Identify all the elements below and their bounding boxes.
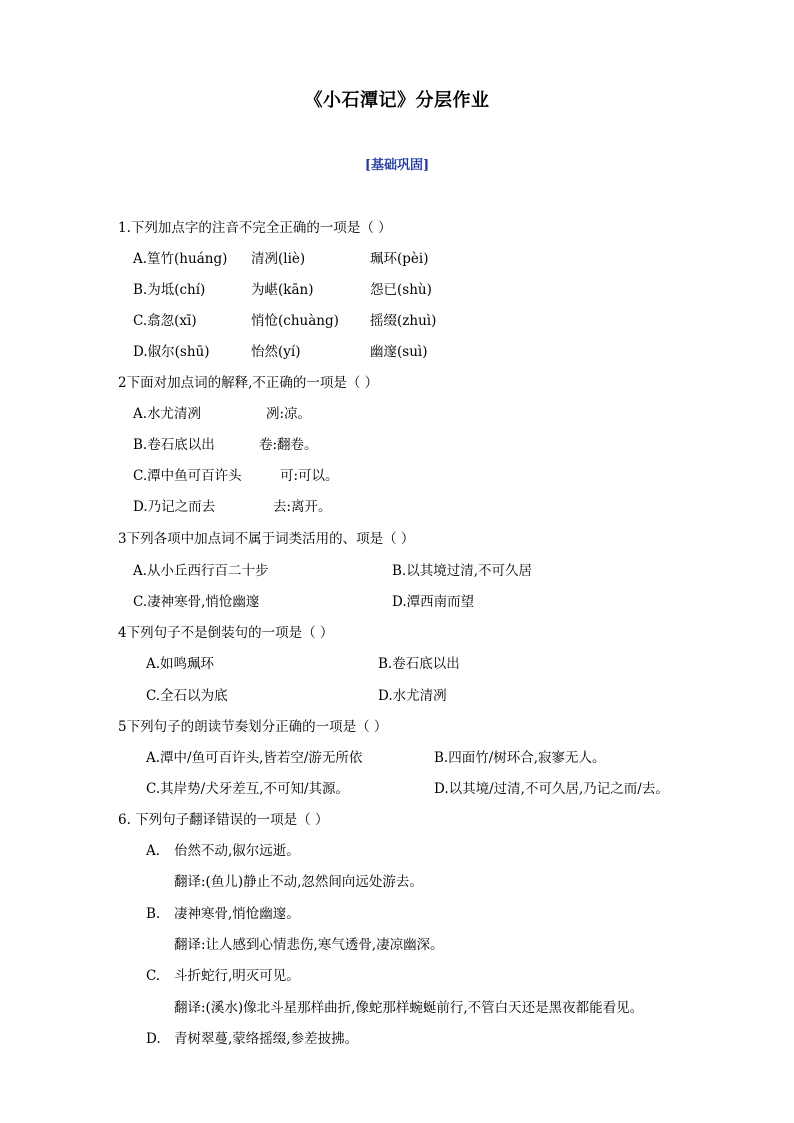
- q2-option-d: D.乃记之而去: [133, 499, 216, 515]
- q5-option-c: C.其岸势/犬牙差互,不可知/其源。: [146, 781, 350, 797]
- q6-option-c-sentence: 斗折蛇行,明灭可见。: [174, 968, 300, 984]
- q6-option-b-translation: 翻译:让人感到心情悲伤,寒气透骨,凄凉幽深。: [174, 937, 444, 953]
- q4-option-b: B.卷石底以出: [378, 656, 460, 672]
- q4-option-a: A.如鸣珮环: [146, 656, 215, 672]
- q1-option-d-2: 怡然(yí): [251, 344, 301, 360]
- q6-option-d-label: D.: [146, 1031, 161, 1047]
- q2-option-a: A.水尤清冽: [133, 406, 202, 422]
- q1-option-d-3: 幽邃(suì): [370, 344, 428, 360]
- q2-option-d-gloss: 去:离开。: [273, 499, 332, 515]
- q1-option-b-2: 为嵁(kān): [251, 282, 314, 298]
- q5-option-d: D.以其境/过清,不可久居,乃记之而/去。: [434, 781, 669, 797]
- q1-option-a: A.篁竹(huáng): [133, 251, 228, 267]
- document-title: 《小石潭记》分层作业: [304, 90, 490, 111]
- q2-option-b-gloss: 卷:翻卷。: [259, 437, 318, 453]
- question-1-stem: 1.下列加点字的注音不完全正确的一项是（ ）: [118, 220, 392, 236]
- q1-option-c: C.翕忽(xī): [133, 313, 197, 329]
- q3-option-c: C.凄神寒骨,悄怆幽邃: [133, 594, 260, 610]
- q2-option-b: B.卷石底以出: [133, 437, 215, 453]
- q3-option-d: D.潭西南而望: [392, 594, 475, 610]
- q6-option-d-sentence: 青树翠蔓,蒙络摇缀,参差披拂。: [174, 1031, 359, 1047]
- section-heading: [基础巩固]: [364, 158, 430, 173]
- q1-option-c-2: 悄怆(chuàng): [251, 313, 339, 329]
- question-4-stem: 4下列句子不是倒装句的一项是（ ）: [118, 625, 334, 641]
- q5-option-b: B.四面竹/树环合,寂寥无人。: [434, 750, 606, 766]
- q3-option-a: A.从小丘西行百二十步: [133, 563, 269, 579]
- q6-option-c-translation: 翻译:(溪水)像北斗星那样曲折,像蛇那样蜿蜒前行,不管白天还是黑夜都能看见。: [174, 1000, 644, 1016]
- q4-option-c: C.全石以为底: [146, 688, 228, 704]
- q2-option-c-gloss: 可:可以。: [280, 468, 339, 484]
- q1-option-b-3: 怨已(shù): [370, 282, 432, 298]
- q2-option-a-gloss: 冽:凉。: [266, 406, 312, 422]
- q6-option-a-sentence: 佁然不动,俶尔远逝。: [174, 843, 300, 859]
- q5-option-a: A.潭中/鱼可百许头,皆若空/游无所依: [146, 750, 363, 766]
- q6-option-a-translation: 翻译:(鱼儿)静止不动,忽然间向远处游去。: [174, 874, 423, 890]
- q1-option-d: D.俶尔(shū): [133, 344, 210, 360]
- q6-option-b-label: B.: [146, 906, 161, 922]
- q2-option-c: C.潭中鱼可百许头: [133, 468, 242, 484]
- q6-option-b-sentence: 凄神寒骨,悄怆幽邃。: [174, 906, 300, 922]
- q6-option-c-label: C.: [146, 968, 161, 984]
- q1-option-b: B.为坻(chí): [133, 282, 206, 298]
- question-5-stem: 5下列句子的朗读节奏划分正确的一项是（ ）: [118, 719, 388, 735]
- question-2-stem: 2下面对加点词的解释,不正确的一项是（ ）: [118, 375, 379, 391]
- question-6-stem: 6. 下列句子翻译错误的一项是（ ）: [118, 812, 329, 828]
- q4-option-d: D.水尤清冽: [378, 688, 447, 704]
- q3-option-b: B.以其境过清,不可久居: [392, 563, 533, 579]
- q1-option-a-2: 清冽(liè): [251, 251, 306, 267]
- q6-option-a-label: A.: [146, 843, 161, 859]
- question-3-stem: 3下列各项中加点词不属于词类活用的、项是（ ）: [118, 531, 415, 547]
- q1-option-c-3: 摇缀(zhuì): [370, 313, 437, 329]
- q1-option-a-3: 珮环(pèi): [370, 251, 429, 267]
